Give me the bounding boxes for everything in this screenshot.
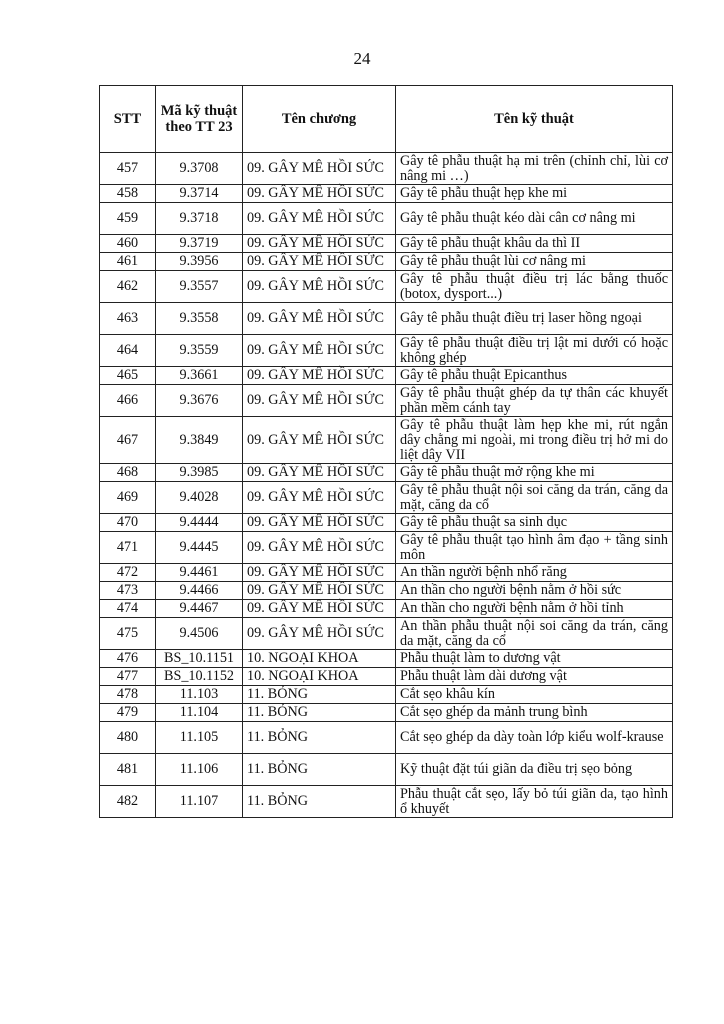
- cell-technique-name: Gây tê phẫu thuật kéo dài cân cơ nâng mi: [396, 203, 673, 235]
- table-row: [100, 686, 673, 704]
- cell-technique-code: 9.3714: [156, 185, 243, 203]
- cell-chapter-name: 09. GÂY MÊ HỒI SỨC: [243, 464, 396, 482]
- cell-technique-name: An thần cho người bệnh nằm ở hồi sức: [396, 582, 673, 600]
- cell-technique-name: Gây tê phẫu thuật tạo hình âm đạo + tầng sinh môn: [396, 532, 673, 564]
- cell-technique-name: Gây tê phẫu thuật mở rộng khe mi: [396, 464, 673, 482]
- table-row: [100, 153, 673, 185]
- cell-stt: 476: [100, 650, 156, 668]
- cell-stt: 477: [100, 668, 156, 686]
- cell-chapter-name: 09. GÂY MÊ HỒI SỨC: [243, 417, 396, 464]
- cell-chapter-name: 09. GÂY MÊ HỒI SỨC: [243, 253, 396, 271]
- table-row: [100, 464, 673, 482]
- table-row: [100, 367, 673, 385]
- cell-stt: 459: [100, 203, 156, 235]
- cell-technique-code: 11.107: [156, 786, 243, 818]
- table-row: [100, 235, 673, 253]
- technique-table: [99, 85, 673, 818]
- table-row: [100, 417, 673, 464]
- table-row: [100, 704, 673, 722]
- cell-chapter-name: 11. BỎNG: [243, 722, 396, 754]
- cell-chapter-name: 09. GÂY MÊ HỒI SỨC: [243, 235, 396, 253]
- page-number: 24: [353, 49, 371, 68]
- cell-technique-name: Phẫu thuật làm dài dương vật: [396, 668, 673, 686]
- table-row: [100, 532, 673, 564]
- cell-technique-code: 9.3557: [156, 271, 243, 303]
- cell-technique-name: Gây tê phẫu thuật làm hẹp khe mi, rút ngắn dây chằng mi ngoài, mi trong điều trị hở mi do liệt dây VII: [396, 417, 673, 464]
- cell-stt: 464: [100, 335, 156, 367]
- table-row: [100, 650, 673, 668]
- cell-stt: 460: [100, 235, 156, 253]
- cell-chapter-name: 09. GÂY MÊ HỒI SỨC: [243, 153, 396, 185]
- cell-technique-code: 9.3849: [156, 417, 243, 464]
- cell-technique-name: Gây tê phẫu thuật lùi cơ nâng mi: [396, 253, 673, 271]
- cell-technique-name: Gây tê phẫu thuật nội soi căng da trán, căng da mặt, căng da cổ: [396, 482, 673, 514]
- cell-stt: 458: [100, 185, 156, 203]
- cell-chapter-name: 09. GÂY MÊ HỒI SỨC: [243, 618, 396, 650]
- cell-technique-name: Gây tê phẫu thuật điều trị lật mi dưới có hoặc không ghép: [396, 335, 673, 367]
- table-row: [100, 754, 673, 786]
- header-chapter-name: Tên chương: [243, 86, 396, 153]
- table-row: [100, 482, 673, 514]
- cell-technique-name: An thần cho người bệnh nằm ở hồi tỉnh: [396, 600, 673, 618]
- table-row: [100, 722, 673, 754]
- cell-technique-code: 9.3558: [156, 303, 243, 335]
- cell-stt: 466: [100, 385, 156, 417]
- cell-technique-code: 9.3985: [156, 464, 243, 482]
- cell-stt: 482: [100, 786, 156, 818]
- cell-technique-code: 11.103: [156, 686, 243, 704]
- cell-stt: 465: [100, 367, 156, 385]
- table-row: [100, 564, 673, 582]
- cell-chapter-name: 09. GÂY MÊ HỒI SỨC: [243, 514, 396, 532]
- cell-chapter-name: 09. GÂY MÊ HỒI SỨC: [243, 582, 396, 600]
- cell-technique-name: Cắt sẹo ghép da dày toàn lớp kiểu wolf-krause: [396, 722, 673, 754]
- cell-stt: 463: [100, 303, 156, 335]
- cell-chapter-name: 11. BỎNG: [243, 686, 396, 704]
- table-row: [100, 618, 673, 650]
- cell-stt: 468: [100, 464, 156, 482]
- cell-technique-code: 11.105: [156, 722, 243, 754]
- cell-technique-name: Cắt sẹo khâu kín: [396, 686, 673, 704]
- header-technique-name: Tên kỹ thuật: [396, 86, 673, 153]
- table-row: [100, 303, 673, 335]
- cell-chapter-name: 10. NGOẠI KHOA: [243, 650, 396, 668]
- table-row: [100, 185, 673, 203]
- cell-technique-name: Gây tê phẫu thuật hạ mi trên (chỉnh chỉ, lùi cơ nâng mi …): [396, 153, 673, 185]
- cell-stt: 471: [100, 532, 156, 564]
- cell-chapter-name: 09. GÂY MÊ HỒI SỨC: [243, 271, 396, 303]
- cell-chapter-name: 09. GÂY MÊ HỒI SỨC: [243, 600, 396, 618]
- cell-stt: 461: [100, 253, 156, 271]
- cell-technique-code: 9.3661: [156, 367, 243, 385]
- cell-technique-code: 9.4466: [156, 582, 243, 600]
- cell-stt: 479: [100, 704, 156, 722]
- cell-technique-name: Gây tê phẫu thuật điều trị lác bằng thuốc (botox, dysport...): [396, 271, 673, 303]
- cell-technique-name: Gây tê phẫu thuật điều trị laser hồng ngoại: [396, 303, 673, 335]
- cell-technique-name: An thần người bệnh nhổ răng: [396, 564, 673, 582]
- cell-technique-name: Kỹ thuật đặt túi giãn da điều trị sẹo bỏng: [396, 754, 673, 786]
- cell-technique-code: 9.4467: [156, 600, 243, 618]
- cell-technique-code: 9.3559: [156, 335, 243, 367]
- table-row: [100, 668, 673, 686]
- table-row: [100, 271, 673, 303]
- header-stt: STT: [100, 86, 156, 153]
- cell-stt: 469: [100, 482, 156, 514]
- cell-technique-name: Gây tê phẫu thuật hẹp khe mi: [396, 185, 673, 203]
- cell-technique-code: 9.4444: [156, 514, 243, 532]
- cell-technique-name: Gây tê phẫu thuật Epicanthus: [396, 367, 673, 385]
- table-row: [100, 203, 673, 235]
- cell-chapter-name: 11. BỎNG: [243, 704, 396, 722]
- cell-stt: 472: [100, 564, 156, 582]
- cell-technique-name: Cắt sẹo ghép da mảnh trung bình: [396, 704, 673, 722]
- cell-chapter-name: 09. GÂY MÊ HỒI SỨC: [243, 367, 396, 385]
- table-row: [100, 600, 673, 618]
- table-row: [100, 253, 673, 271]
- cell-chapter-name: 09. GÂY MÊ HỒI SỨC: [243, 564, 396, 582]
- cell-chapter-name: 11. BỎNG: [243, 754, 396, 786]
- cell-chapter-name: 09. GÂY MÊ HỒI SỨC: [243, 385, 396, 417]
- cell-technique-code: 9.3708: [156, 153, 243, 185]
- table-row: [100, 514, 673, 532]
- table-row: [100, 582, 673, 600]
- cell-chapter-name: 09. GÂY MÊ HỒI SỨC: [243, 303, 396, 335]
- cell-stt: 475: [100, 618, 156, 650]
- cell-technique-code: 11.106: [156, 754, 243, 786]
- cell-technique-code: BS_10.1151: [156, 650, 243, 668]
- cell-technique-name: Gây tê phẫu thuật khâu da thì II: [396, 235, 673, 253]
- cell-technique-name: Phẫu thuật làm to dương vật: [396, 650, 673, 668]
- cell-stt: 470: [100, 514, 156, 532]
- cell-technique-code: 9.4445: [156, 532, 243, 564]
- cell-chapter-name: 09. GÂY MÊ HỒI SỨC: [243, 203, 396, 235]
- cell-stt: 480: [100, 722, 156, 754]
- table-row: [100, 385, 673, 417]
- cell-technique-code: 9.4461: [156, 564, 243, 582]
- cell-technique-code: 9.3718: [156, 203, 243, 235]
- cell-stt: 473: [100, 582, 156, 600]
- cell-technique-code: 11.104: [156, 704, 243, 722]
- cell-technique-code: 9.3676: [156, 385, 243, 417]
- cell-chapter-name: 11. BỎNG: [243, 786, 396, 818]
- cell-technique-name: An thần phẫu thuật nội soi căng da trán, căng da mặt, căng da cổ: [396, 618, 673, 650]
- cell-technique-name: Gây tê phẫu thuật ghép da tự thân các khuyết phần mềm cánh tay: [396, 385, 673, 417]
- cell-stt: 481: [100, 754, 156, 786]
- cell-chapter-name: 09. GÂY MÊ HỒI SỨC: [243, 335, 396, 367]
- table-body: [100, 153, 673, 818]
- cell-technique-name: Gây tê phẫu thuật sa sinh dục: [396, 514, 673, 532]
- table-row: [100, 786, 673, 818]
- cell-chapter-name: 10. NGOẠI KHOA: [243, 668, 396, 686]
- cell-chapter-name: 09. GÂY MÊ HỒI SỨC: [243, 185, 396, 203]
- cell-technique-code: 9.4028: [156, 482, 243, 514]
- cell-technique-code: 9.3956: [156, 253, 243, 271]
- cell-stt: 478: [100, 686, 156, 704]
- cell-technique-code: 9.4506: [156, 618, 243, 650]
- cell-chapter-name: 09. GÂY MÊ HỒI SỨC: [243, 532, 396, 564]
- cell-stt: 457: [100, 153, 156, 185]
- table-header-row: [100, 86, 673, 153]
- cell-stt: 474: [100, 600, 156, 618]
- table-row: [100, 335, 673, 367]
- cell-technique-name: Phẫu thuật cắt sẹo, lấy bỏ túi giãn da, tạo hình ổ khuyết: [396, 786, 673, 818]
- cell-chapter-name: 09. GÂY MÊ HỒI SỨC: [243, 482, 396, 514]
- cell-technique-code: 9.3719: [156, 235, 243, 253]
- cell-stt: 467: [100, 417, 156, 464]
- cell-technique-code: BS_10.1152: [156, 668, 243, 686]
- header-technique-code: Mã kỹ thuật theo TT 23: [156, 86, 243, 153]
- cell-stt: 462: [100, 271, 156, 303]
